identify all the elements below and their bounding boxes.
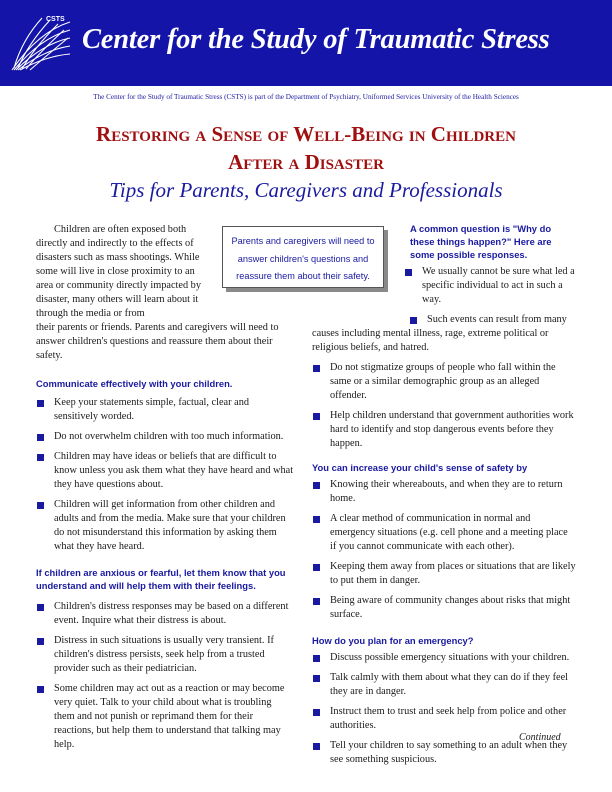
list-item: Children may have ideas or beliefs that are difficult to know unless you ask them what they have heard and what they have questions about. — [36, 450, 294, 492]
bullet-icon — [410, 317, 417, 324]
list-item: Keep your statements simple, factual, clear and sensitively worded. — [36, 396, 294, 424]
bullet-icon — [313, 709, 320, 716]
left-column — [36, 223, 294, 758]
safety-list — [312, 478, 576, 622]
bullet-icon — [313, 516, 320, 523]
list-item: Help children understand that government authorities work hard to identify and stop dangerous events before they happen. — [312, 409, 576, 451]
anxious-list — [36, 600, 294, 752]
bullet-icon — [313, 598, 320, 605]
bullet-icon — [37, 502, 44, 509]
list-item: Knowing their whereabouts, and when they are to return home. — [312, 478, 576, 506]
banner-title: Center for the Study of Traumatic Stress — [82, 24, 550, 55]
callout-box: Parents and caregivers will need to answer children's questions and reassure them about their safety. — [222, 226, 384, 288]
bullet-icon — [313, 365, 320, 372]
why-main-list — [312, 361, 576, 451]
bullet-icon — [313, 675, 320, 682]
bullet-icon — [313, 743, 320, 750]
bullet-icon — [313, 655, 320, 662]
bullet-icon — [405, 269, 412, 276]
list-item: Instruct them to trust and seek help from police and other authorities. — [312, 705, 576, 733]
section-heading-anxious: If children are anxious or fearful, let them know that you understand and will help them with their feelings. — [36, 567, 286, 591]
header-banner — [0, 0, 612, 86]
section-heading-plan: How do you plan for an emergency? — [312, 635, 474, 646]
page-subtitle: Tips for Parents, Caregivers and Professionals — [109, 178, 503, 202]
intro-part-1: Children are often exposed both directly and indirectly to the effects of disasters such as mass shootings. While some will live in close proximity to an area or community directly impacted by disaster, many others will learn about it through the media or from — [36, 224, 201, 319]
list-item: Children's distress responses may be based on a different event. Inquire what their distress is about. — [36, 600, 294, 628]
page-title-line-2: After a Disaster — [228, 150, 384, 174]
section-heading-why: A common question is "Why do these things happen?" Here are some possible responses. — [410, 223, 552, 260]
list-item: Keeping them away from places or situations that are likely to put them in danger. — [312, 560, 576, 588]
continued-label: Continued — [519, 732, 561, 743]
svg-text:CSTS: CSTS — [46, 16, 65, 23]
affiliation-line: The Center for the Study of Traumatic Stress (CSTS) is part of the Department of Psychiatry, Uniformed Services University of the Health Sciences — [93, 93, 519, 101]
page-title-line-1: Restoring a Sense of Well-Being in Children — [96, 122, 516, 146]
communicate-list — [36, 396, 294, 554]
bullet-icon — [37, 638, 44, 645]
bullet-icon — [37, 454, 44, 461]
why-sub-list-1 — [404, 265, 576, 307]
list-item: Tell your children to say something to an adult when they see something suspicious. — [312, 739, 576, 767]
section-heading-communicate: Communicate effectively with your children. — [36, 378, 233, 389]
right-column — [312, 222, 576, 773]
csts-logo-icon — [8, 12, 74, 74]
list-item: Being aware of community changes about risks that might surface. — [312, 594, 576, 622]
intro-paragraph — [36, 223, 294, 363]
list-item: Discuss possible emergency situations with your children. — [312, 651, 576, 665]
why-sub-item-2: Such events can result from many causes including mental illness, rage, extreme political or religious beliefs, and hatred. — [312, 314, 567, 353]
list-item: Children will get information from other children and adults and from the media. Make sure that your children do not misunderstand this information by asking them what they have heard. — [36, 498, 294, 554]
list-item: We usually cannot be sure what led a specific individual to act in such a way. — [404, 265, 576, 307]
plan-list — [312, 651, 576, 767]
list-item: Do not overwhelm children with too much information. — [36, 430, 294, 444]
list-item: Talk calmly with them about what they can do if they feel they are in danger. — [312, 671, 576, 699]
section-heading-safety: You can increase your child's sense of safety by — [312, 462, 528, 473]
bullet-icon — [37, 400, 44, 407]
intro-part-2: their parents or friends. Parents and caregivers will need to answer children's questions and reassure them about their safety. — [36, 322, 279, 361]
bullet-icon — [37, 434, 44, 441]
list-item: Do not stigmatize groups of people who fall within the same or a similar demographic group as an alleged offender. — [312, 361, 576, 403]
list-item: Distress in such situations is usually very transient. If children's distress persists, seek help from a trusted provider such as their pediatrician. — [36, 634, 294, 676]
list-item: Some children may act out as a reaction or may become very quiet. Talk to your child about what is troubling them and not punish or reprimand them for their reactions, but help them to understand that talking may help. — [36, 682, 294, 752]
bullet-icon — [37, 604, 44, 611]
bullet-icon — [313, 482, 320, 489]
bullet-icon — [37, 686, 44, 693]
list-item: A clear method of communication in normal and emergency situations (e.g. cell phone and a meeting place if you cannot communicate with each other). — [312, 512, 576, 554]
bullet-icon — [313, 413, 320, 420]
bullet-icon — [313, 564, 320, 571]
